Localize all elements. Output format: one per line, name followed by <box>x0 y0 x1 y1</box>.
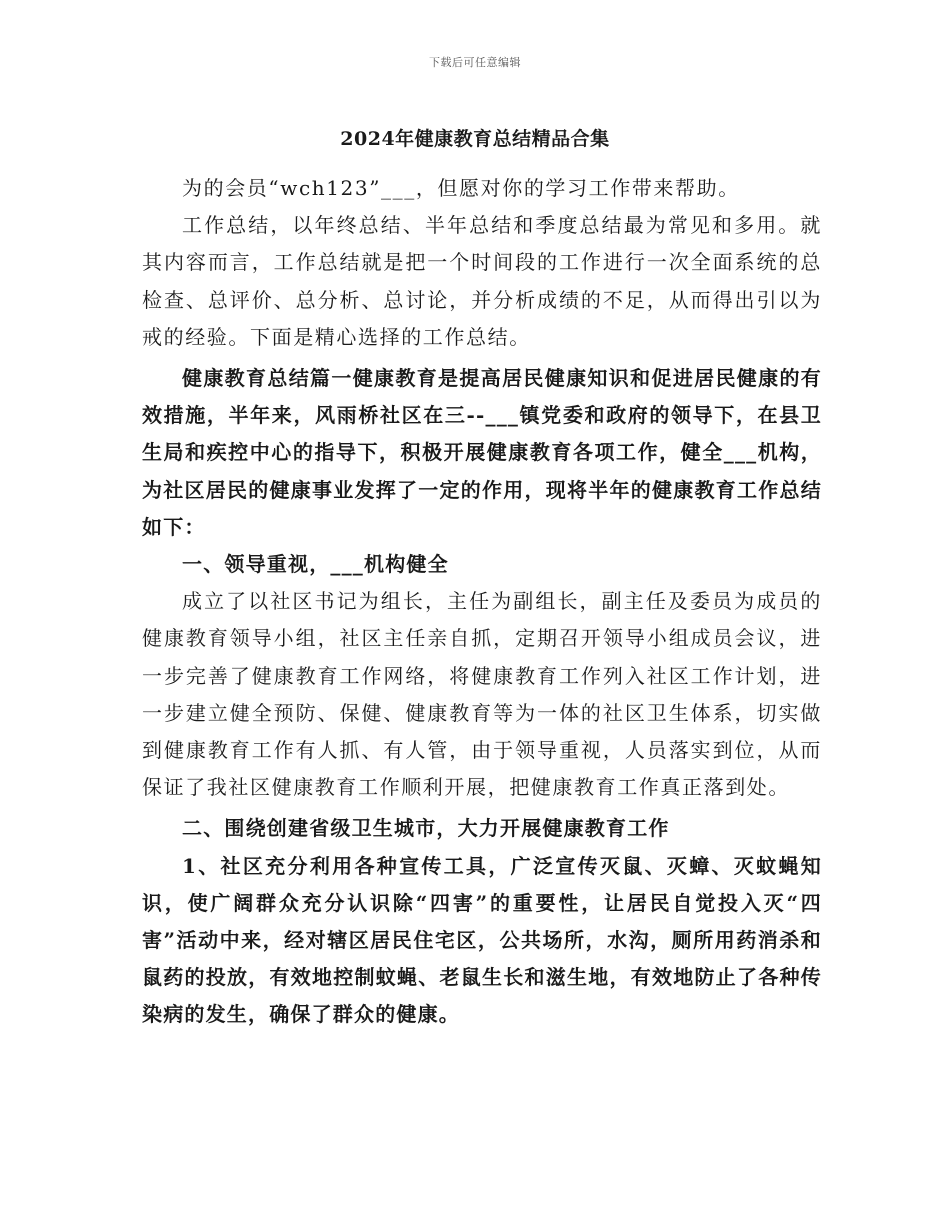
paragraph-article-one-lead: 健康教育总结篇一健康教育是提高居民健康知识和促进居民健康的有效措施，半年来，风雨桥社区在三--___镇党委和政府的领导下，在县卫生局和疾控中心的指导下，积极开展健康教育各项工作，健全___机构，为社区居民的健康事业发挥了一定的作用，现将半年的健康教育工作总结如下： <box>142 366 822 539</box>
document-body <box>142 170 822 1034</box>
paragraph-section-one-body: 成立了以社区书记为组长，主任为副组长，副主任及委员为成员的健康教育领导小组，社区主任亲自抓，定期召开领导小组成员会议，进一步完善了健康教育工作网络，将健康教育工作列入社区工作计划，进一步建立健全预防、保健、健康教育等为一体的社区卫生体系，切实做到健康教育工作有人抓、有人管，由于领导重视，人员落实到位，从而保证了我社区健康教育工作顺利开展，把健康教育工作真正落到处。 <box>142 589 822 800</box>
paragraph-section-two-item-1: 1、社区充分利用各种宣传工具，广泛宣传灭鼠、灭蟑、灭蚊蝇知识，使广阔群众充分认识除“四害”的重要性，让居民自觉投入灭“四害”活动中来，经对辖区居民住宅区，公共场所，水沟，厕所用药消杀和鼠药的投放，有效地控制蚊蝇、老鼠生长和滋生地，有效地防止了各种传染病的发生，确保了群众的健康。 <box>142 853 822 1027</box>
paragraph-intro: 为的会员“wch123”___，但愿对你的学习工作带来帮助。 <box>182 176 740 200</box>
document-title: 2024年健康教育总结精品合集 <box>340 128 610 150</box>
heading-section-two: 二、围绕创建省级卫生城市，大力开展健康教育工作 <box>182 816 670 841</box>
heading-section-one: 一、领导重视，___机构健全 <box>182 552 449 577</box>
header-note: 下载后可任意编辑 <box>429 56 521 69</box>
paragraph-summary-overview: 工作总结，以年终总结、半年总结和季度总结最为常见和多用。就其内容而言，工作总结就是把一个时间段的工作进行一次全面系统的总检查、总评价、总分析、总讨论，并分析成绩的不足，从而得出引以为戒的经验。下面是精心选择的工作总结。 <box>142 213 822 349</box>
